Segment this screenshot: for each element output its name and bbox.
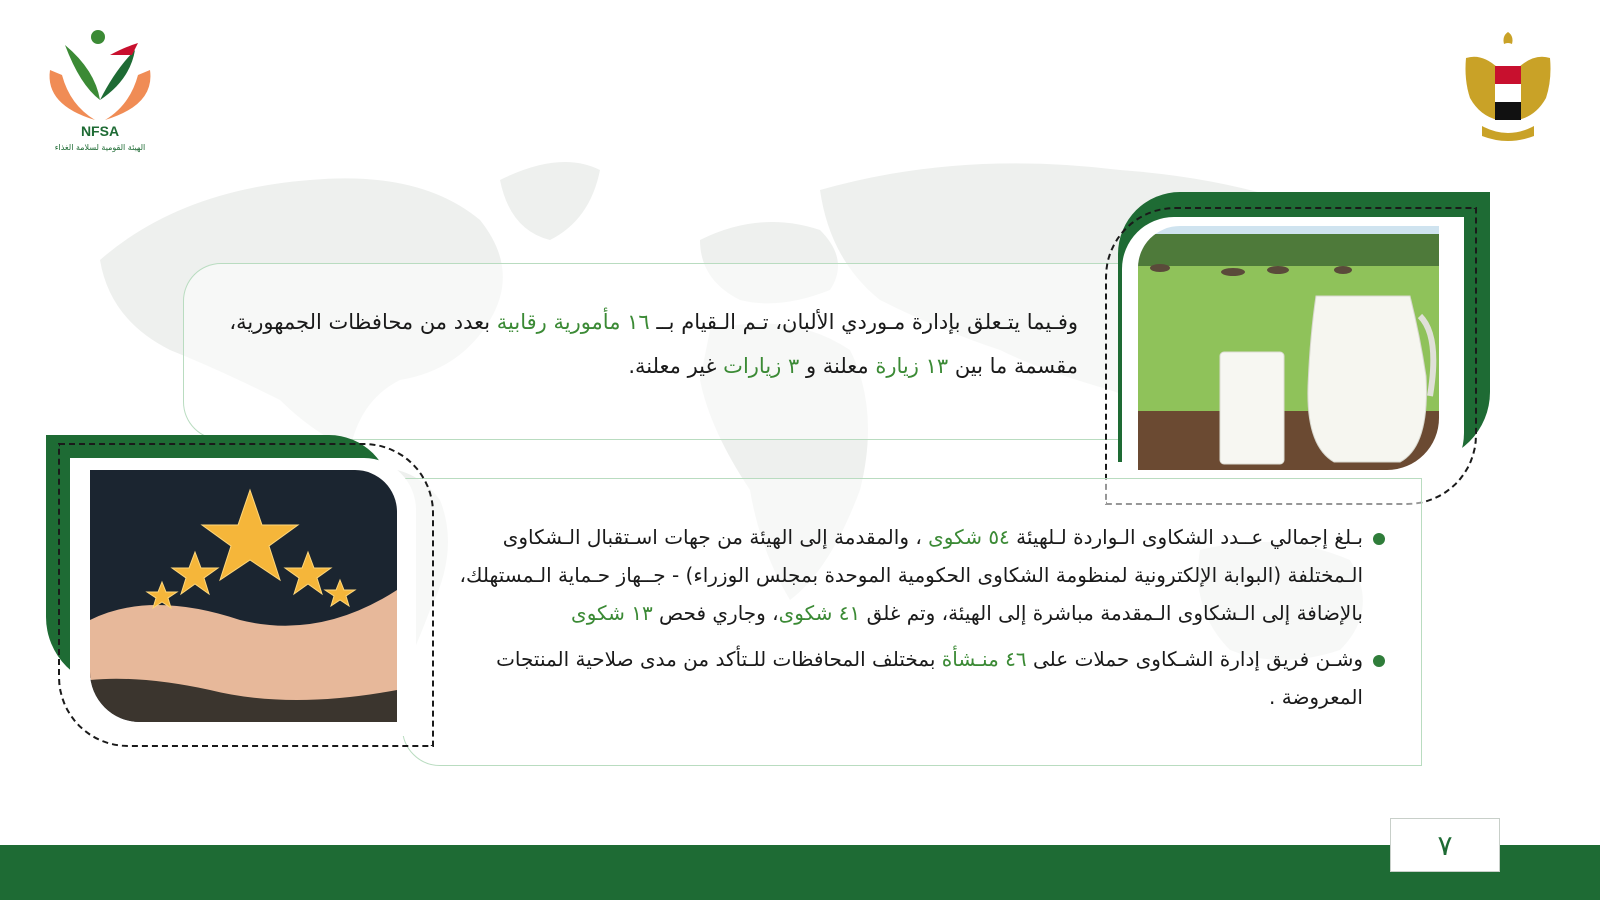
eagle-emblem-icon [1462, 28, 1554, 148]
milk-photo [1138, 226, 1439, 470]
text-run: ، وجاري فحص [652, 601, 779, 625]
highlight-pending-complaints: ١٣ شكوى [571, 601, 653, 625]
stars-hand-photo [90, 470, 397, 722]
highlight-unannounced-visits: ٣ زيارات [723, 354, 800, 378]
text-run: غير معلنة. [628, 354, 724, 378]
text-run: ، والمقدمة إلى الهيئة من جهات اسـتقبال الـشكاوى الـمختلفة (البوابة الإلكترونية لمنظومة الشكاوى الحكومية الموحدة بمجلس الوزراء) - جــهاز حـماية الـمستهلك، بالإضافة إلى الـشكاوى الـمقدمة مباشرة إلى الهيئة، وتم غلق [459, 525, 1363, 625]
section2-list [455, 518, 1385, 716]
text-run: بعدد من محافظات الجمهورية، مقسمة ما بين [229, 310, 1078, 378]
text-run: وفـيما يتـعلق بإدارة مـوردي الألبان، تـم الـقيام بــ [649, 310, 1078, 334]
logo-brand-text: NFSA [80, 123, 120, 139]
highlight-total-complaints: ٥٤ شكوى [928, 525, 1010, 549]
nfsa-logo [40, 25, 160, 160]
hands-leaf-icon [40, 25, 160, 125]
highlight-announced-visits: ١٣ زيارة [875, 354, 949, 378]
footer-bar [0, 845, 1600, 900]
highlight-facilities: ٤٦ منـشأة [941, 647, 1027, 671]
section1-paragraph [225, 300, 1078, 388]
logo-subtitle: الهيئة القومية لسلامة الغذاء [54, 143, 146, 152]
text-run: وشـن فريق إدارة الشـكاوى حملات على [1026, 647, 1363, 671]
text-run: بـلغ إجمالي عــدد الشكاوى الـواردة لـلهيئة [1009, 525, 1363, 549]
bullet-item-complaints [455, 518, 1385, 632]
page-number: ٧ [1390, 818, 1500, 872]
bullet-dot-icon [1373, 655, 1385, 667]
highlight-missions: ١٦ مأمورية رقابية [496, 310, 650, 334]
bullet-dot-icon [1373, 533, 1385, 545]
highlight-closed-complaints: ٤١ شكوى [778, 601, 861, 625]
text-run: بمختلف المحافظات للـتأكد من مدى صلاحية المنتجات المعروضة . [496, 647, 1363, 709]
bullet-item-campaigns [455, 640, 1385, 716]
text-run: معلنة و [799, 354, 876, 378]
